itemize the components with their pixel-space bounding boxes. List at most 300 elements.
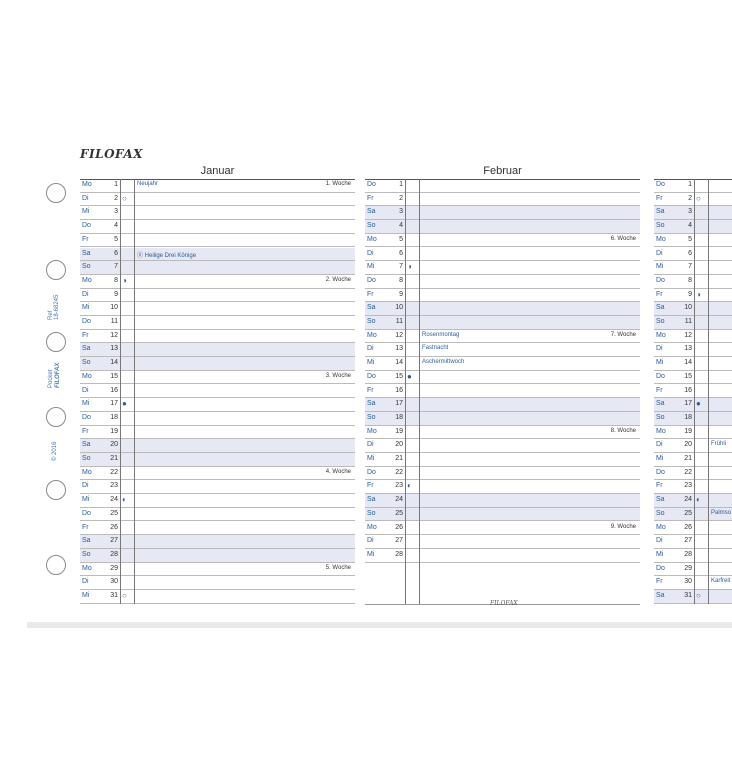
day-number: 1 — [399, 181, 403, 188]
day-number: 18 — [684, 413, 692, 421]
day-number: 10 — [110, 304, 118, 312]
weekday-label: Di — [82, 194, 89, 202]
day-number: 14 — [684, 359, 692, 367]
day-row[interactable] — [654, 467, 732, 481]
day-number: 29 — [110, 564, 118, 572]
day-number: 27 — [395, 537, 403, 545]
day-row[interactable] — [654, 234, 732, 248]
day-number: 27 — [684, 537, 692, 545]
day-number: 31 — [684, 592, 692, 599]
weekday-label: Mi — [367, 455, 375, 462]
weekday-label: Sa — [82, 537, 91, 545]
day-row[interactable] — [365, 522, 640, 536]
day-number: 16 — [110, 386, 118, 394]
weekday-label: Mi — [656, 455, 664, 462]
weekday-label: Mo — [656, 523, 666, 531]
column-divider — [694, 179, 695, 604]
moon-phase-icon: ◑ — [696, 289, 701, 299]
weekday-label: Fr — [367, 194, 374, 202]
day-row[interactable] — [654, 220, 732, 234]
day-number: 29 — [684, 564, 692, 572]
day-row[interactable] — [80, 453, 355, 467]
day-row[interactable] — [365, 206, 640, 220]
day-row[interactable] — [80, 439, 355, 453]
week-label: 2. Woche — [325, 276, 351, 283]
day-row[interactable] — [80, 220, 355, 234]
moon-phase-icon: ◐ — [122, 495, 127, 505]
side-pocket: Pocket — [48, 369, 54, 388]
day-number: 23 — [110, 482, 118, 490]
day-row[interactable] — [654, 343, 732, 357]
moon-phase-icon: ○ — [696, 193, 701, 203]
day-number: 11 — [684, 318, 692, 325]
weekday-label: Di — [82, 482, 89, 490]
weekday-label: Di — [367, 441, 374, 449]
day-row[interactable] — [80, 385, 355, 399]
day-number: 17 — [684, 400, 692, 408]
day-row[interactable] — [365, 275, 640, 289]
day-number: 6 — [688, 249, 692, 257]
side-ref: Ref — [48, 310, 54, 320]
weekday-label: Sa — [656, 400, 665, 408]
day-row[interactable] — [80, 576, 355, 590]
day-row[interactable] — [654, 261, 732, 275]
weekday-label: Do — [367, 276, 376, 284]
day-row[interactable] — [365, 385, 640, 399]
weekday-label: Fr — [656, 290, 663, 298]
punch-hole — [46, 555, 66, 575]
day-number: 5 — [114, 235, 118, 243]
weekday-label: Fr — [82, 331, 89, 339]
weekday-label: Sa — [367, 400, 376, 408]
day-row[interactable] — [80, 535, 355, 549]
weekday-label: So — [82, 263, 91, 271]
weekday-label: So — [82, 550, 91, 558]
day-row[interactable] — [365, 234, 640, 248]
weekday-label: Do — [656, 372, 665, 380]
punch-hole — [46, 332, 66, 352]
weekday-label: Sa — [367, 208, 376, 216]
day-number: 2 — [688, 194, 692, 202]
day-row[interactable] — [80, 234, 355, 248]
weekday-label: Sa — [82, 345, 91, 353]
weekday-label: Sa — [367, 304, 376, 312]
week-label: 5. Woche — [325, 564, 351, 571]
day-number: 31 — [110, 592, 118, 599]
day-row[interactable] — [80, 206, 355, 220]
weekday-label: Di — [82, 386, 89, 394]
weekday-label: So — [82, 359, 91, 367]
day-row[interactable] — [365, 467, 640, 481]
day-row[interactable] — [654, 248, 732, 262]
punch-hole — [46, 183, 66, 203]
weekday-label: So — [656, 413, 665, 421]
weekday-label: Fr — [367, 386, 374, 394]
weekday-label: So — [656, 222, 665, 230]
weekday-label: Di — [367, 537, 374, 545]
day-row[interactable] — [654, 426, 732, 440]
weekday-label: Sa — [656, 304, 665, 312]
weekday-label: Sa — [656, 592, 665, 599]
day-number: 2 — [399, 194, 403, 202]
day-number: 23 — [684, 482, 692, 490]
day-number: 1 — [688, 181, 692, 188]
day-row[interactable] — [365, 302, 640, 316]
day-row[interactable] — [654, 179, 732, 193]
day-row[interactable] — [654, 398, 732, 412]
day-number: 3 — [688, 208, 692, 216]
day-number: 24 — [395, 496, 403, 504]
day-row[interactable] — [365, 261, 640, 275]
moon-phase-icon: ◑ — [407, 262, 412, 272]
day-number: 13 — [684, 345, 692, 353]
day-row[interactable] — [365, 330, 640, 344]
month-title: Februar — [365, 163, 640, 180]
day-row[interactable] — [80, 412, 355, 426]
weekday-label: Di — [367, 249, 374, 257]
day-number: 16 — [395, 386, 403, 394]
day-row[interactable] — [365, 289, 640, 303]
day-number: 12 — [110, 331, 118, 339]
day-number: 17 — [395, 400, 403, 408]
day-number: 4 — [399, 222, 403, 230]
day-row[interactable] — [365, 439, 640, 453]
weekday-label: Mi — [82, 304, 90, 312]
day-number: 19 — [110, 427, 118, 435]
day-row[interactable] — [365, 248, 640, 262]
day-number: 24 — [110, 496, 118, 504]
weekday-label: Mi — [656, 359, 664, 367]
day-number: 9 — [114, 290, 118, 298]
day-row[interactable] — [654, 371, 732, 385]
day-number: 28 — [395, 550, 403, 558]
day-row[interactable] — [365, 494, 640, 508]
day-number: 5 — [688, 235, 692, 243]
day-number: 13 — [110, 345, 118, 353]
day-row[interactable] — [80, 398, 355, 412]
weekday-label: Do — [82, 413, 91, 421]
day-row[interactable] — [654, 330, 732, 344]
day-number: 19 — [684, 427, 692, 435]
weekday-label: Fr — [656, 194, 663, 202]
day-row[interactable] — [365, 412, 640, 426]
day-number: 19 — [395, 427, 403, 435]
day-row[interactable] — [80, 563, 355, 577]
day-number: 18 — [395, 413, 403, 421]
day-number: 26 — [110, 523, 118, 531]
event-label: Ⓡ Heilige Drei Könige — [137, 252, 197, 259]
day-number: 11 — [395, 318, 403, 325]
day-row[interactable] — [654, 302, 732, 316]
weekday-label: Mo — [367, 235, 377, 243]
weekday-label: Do — [656, 468, 665, 476]
day-row[interactable] — [365, 535, 640, 549]
weekday-label: Mi — [82, 400, 90, 408]
day-row[interactable] — [365, 343, 640, 357]
column-divider — [419, 179, 420, 604]
weekday-label: Di — [656, 537, 663, 545]
weekday-label: Do — [82, 509, 91, 517]
weekday-label: So — [656, 509, 665, 517]
day-number: 4 — [688, 222, 692, 230]
weekday-label: Mo — [656, 427, 666, 435]
day-row[interactable] — [654, 439, 732, 453]
day-number: 6 — [114, 249, 118, 257]
weekday-label: Mo — [82, 564, 92, 572]
weekday-label: Di — [82, 290, 89, 298]
weekday-label: So — [82, 455, 91, 462]
day-row[interactable] — [365, 193, 640, 207]
moon-phase-icon: ○ — [122, 193, 127, 203]
day-number: 28 — [684, 550, 692, 558]
day-number: 12 — [684, 331, 692, 339]
month-title — [654, 163, 732, 180]
day-row[interactable] — [654, 549, 732, 563]
day-row[interactable] — [80, 261, 355, 275]
day-number: 25 — [684, 509, 692, 517]
day-number: 7 — [688, 263, 692, 271]
column-divider — [134, 179, 135, 604]
weekday-label: Mo — [656, 235, 666, 243]
weekday-label: Fr — [656, 578, 663, 586]
day-row[interactable] — [80, 275, 355, 289]
day-number: 14 — [110, 359, 118, 367]
month-title: Januar — [80, 163, 355, 180]
week-label: 6. Woche — [610, 235, 636, 242]
day-row[interactable] — [80, 426, 355, 440]
week-label: 9. Woche — [610, 523, 636, 530]
filofax-logo: FILOFAX — [80, 147, 143, 161]
day-number: 9 — [399, 290, 403, 298]
weekday-label: Do — [367, 372, 376, 380]
column-divider — [708, 179, 709, 604]
weekday-label: Do — [656, 276, 665, 284]
side-brand: FILOFAX — [55, 362, 61, 388]
side-copyright: © 2016 — [52, 441, 58, 461]
weekday-label: So — [367, 222, 376, 230]
day-row[interactable] — [80, 590, 355, 604]
day-number: 20 — [395, 441, 403, 449]
weekday-label: Fr — [82, 427, 89, 435]
day-number: 13 — [395, 345, 403, 353]
weekday-label: Mo — [656, 331, 666, 339]
weekday-label: Sa — [656, 496, 665, 504]
day-number: 3 — [114, 208, 118, 216]
day-row[interactable] — [80, 302, 355, 316]
day-row[interactable] — [365, 220, 640, 234]
day-row[interactable] — [80, 494, 355, 508]
day-row[interactable] — [654, 357, 732, 371]
day-number: 21 — [395, 455, 403, 462]
day-number: 26 — [684, 523, 692, 531]
event-label: Rosenmontag — [422, 331, 460, 338]
weekday-label: Fr — [656, 386, 663, 394]
weekday-label: Sa — [82, 441, 91, 449]
day-row[interactable] — [80, 549, 355, 563]
day-row[interactable] — [654, 535, 732, 549]
day-number: 22 — [395, 468, 403, 476]
event-label: Frühli — [711, 441, 727, 448]
moon-phase-icon: ● — [696, 399, 701, 409]
day-row[interactable] — [80, 316, 355, 330]
moon-phase-icon: ○ — [122, 591, 127, 600]
day-row[interactable] — [80, 371, 355, 385]
day-row[interactable] — [654, 206, 732, 220]
day-number: 6 — [399, 249, 403, 257]
day-number: 23 — [395, 482, 403, 490]
weekday-label: Mi — [82, 496, 90, 504]
weekday-label: Do — [82, 222, 91, 230]
day-row[interactable] — [365, 179, 640, 193]
week-label: 7. Woche — [610, 331, 636, 338]
day-row[interactable] — [80, 330, 355, 344]
weekday-label: So — [367, 413, 376, 421]
day-row[interactable] — [80, 179, 355, 193]
week-label: 8. Woche — [610, 427, 636, 434]
day-number: 8 — [688, 276, 692, 284]
day-row[interactable] — [654, 412, 732, 426]
day-row[interactable] — [654, 480, 732, 494]
day-row[interactable] — [80, 480, 355, 494]
day-row[interactable] — [365, 508, 640, 522]
weekday-label: Do — [367, 468, 376, 476]
event-label: Fastnacht — [422, 345, 449, 352]
weekday-label: Fr — [367, 290, 374, 298]
day-row[interactable] — [654, 275, 732, 289]
day-number: 25 — [110, 509, 118, 517]
footer-brand: FILOFAX — [490, 600, 518, 607]
day-row[interactable] — [365, 480, 640, 494]
weekday-label: Mi — [656, 263, 664, 271]
day-row[interactable] — [365, 316, 640, 330]
day-row[interactable] — [654, 453, 732, 467]
day-number: 8 — [399, 276, 403, 284]
weekday-label: Di — [656, 249, 663, 257]
day-row[interactable] — [80, 508, 355, 522]
weekday-label: Di — [82, 578, 89, 586]
day-number: 20 — [684, 441, 692, 449]
event-label: Aschermittwoch — [422, 359, 465, 366]
day-row[interactable] — [365, 357, 640, 371]
weekday-label: Mi — [656, 550, 664, 558]
weekday-label: Sa — [82, 249, 91, 257]
day-row[interactable] — [654, 494, 732, 508]
moon-phase-icon: ◐ — [407, 481, 412, 491]
weekday-label: Do — [82, 318, 91, 325]
day-row[interactable] — [80, 248, 355, 262]
weekday-label: Fr — [367, 482, 374, 490]
day-row[interactable] — [654, 385, 732, 399]
day-number: 11 — [110, 318, 118, 325]
day-number: 16 — [684, 386, 692, 394]
day-row[interactable] — [654, 289, 732, 303]
weekday-label: Mi — [82, 592, 90, 599]
weekday-label: Mi — [82, 208, 90, 216]
day-row[interactable] — [80, 467, 355, 481]
weekday-label: Sa — [367, 496, 376, 504]
day-number: 4 — [114, 222, 118, 230]
day-number: 7 — [114, 263, 118, 271]
day-number: 15 — [395, 372, 403, 380]
day-number: 5 — [399, 235, 403, 243]
day-number: 27 — [110, 537, 118, 545]
day-number: 14 — [395, 359, 403, 367]
day-row[interactable] — [365, 426, 640, 440]
column-divider — [120, 179, 121, 604]
day-row[interactable] — [654, 576, 732, 590]
day-number: 8 — [114, 276, 118, 284]
day-number: 26 — [395, 523, 403, 531]
day-number: 18 — [110, 413, 118, 421]
day-row[interactable] — [80, 343, 355, 357]
day-number: 22 — [684, 468, 692, 476]
day-number: 15 — [110, 372, 118, 380]
punch-hole — [46, 480, 66, 500]
weekday-label: Fr — [656, 482, 663, 490]
weekday-label: Di — [656, 345, 663, 353]
day-row[interactable] — [365, 398, 640, 412]
week-label: 4. Woche — [325, 468, 351, 475]
day-row[interactable] — [80, 522, 355, 536]
week-label: 3. Woche — [325, 372, 351, 379]
day-number: 20 — [110, 441, 118, 449]
event-label: Karfreit — [711, 578, 731, 585]
weekday-label: Mi — [367, 550, 375, 558]
weekday-label: Di — [367, 345, 374, 353]
weekday-label: Mo — [82, 372, 92, 380]
weekday-label: Mi — [367, 263, 375, 271]
column-divider — [405, 179, 406, 604]
day-row[interactable] — [654, 316, 732, 330]
moon-phase-icon: ○ — [696, 591, 701, 600]
day-number: 12 — [395, 331, 403, 339]
weekday-label: Fr — [82, 235, 89, 243]
weekday-label: Mo — [82, 181, 92, 188]
weekday-label: Do — [656, 564, 665, 572]
day-row[interactable] — [654, 563, 732, 577]
day-number: 30 — [110, 578, 118, 586]
day-row[interactable] — [365, 549, 640, 563]
day-row[interactable] — [365, 453, 640, 467]
diary-sheet — [24, 145, 732, 622]
side-code: 18-68245 — [54, 294, 60, 320]
weekday-label: So — [367, 509, 376, 517]
weekday-label: Mo — [367, 427, 377, 435]
weekday-label: Di — [656, 441, 663, 449]
weekday-label: Do — [367, 181, 376, 188]
punch-hole — [46, 407, 66, 427]
day-row[interactable] — [365, 371, 640, 385]
day-number: 2 — [114, 194, 118, 202]
day-row[interactable] — [654, 590, 732, 604]
day-row[interactable] — [80, 357, 355, 371]
day-row[interactable] — [654, 508, 732, 522]
weekday-label: Do — [656, 181, 665, 188]
day-row[interactable] — [80, 289, 355, 303]
day-number: 10 — [395, 304, 403, 312]
day-row[interactable] — [654, 193, 732, 207]
weekday-label: Sa — [656, 208, 665, 216]
weekday-label: Mo — [82, 468, 92, 476]
day-row[interactable] — [654, 522, 732, 536]
moon-phase-icon: ● — [407, 371, 412, 381]
day-number: 9 — [688, 290, 692, 298]
day-row[interactable] — [80, 193, 355, 207]
moon-phase-icon: ◑ — [122, 275, 127, 285]
day-number: 21 — [110, 455, 118, 462]
day-number: 24 — [684, 496, 692, 504]
day-number: 22 — [110, 468, 118, 476]
